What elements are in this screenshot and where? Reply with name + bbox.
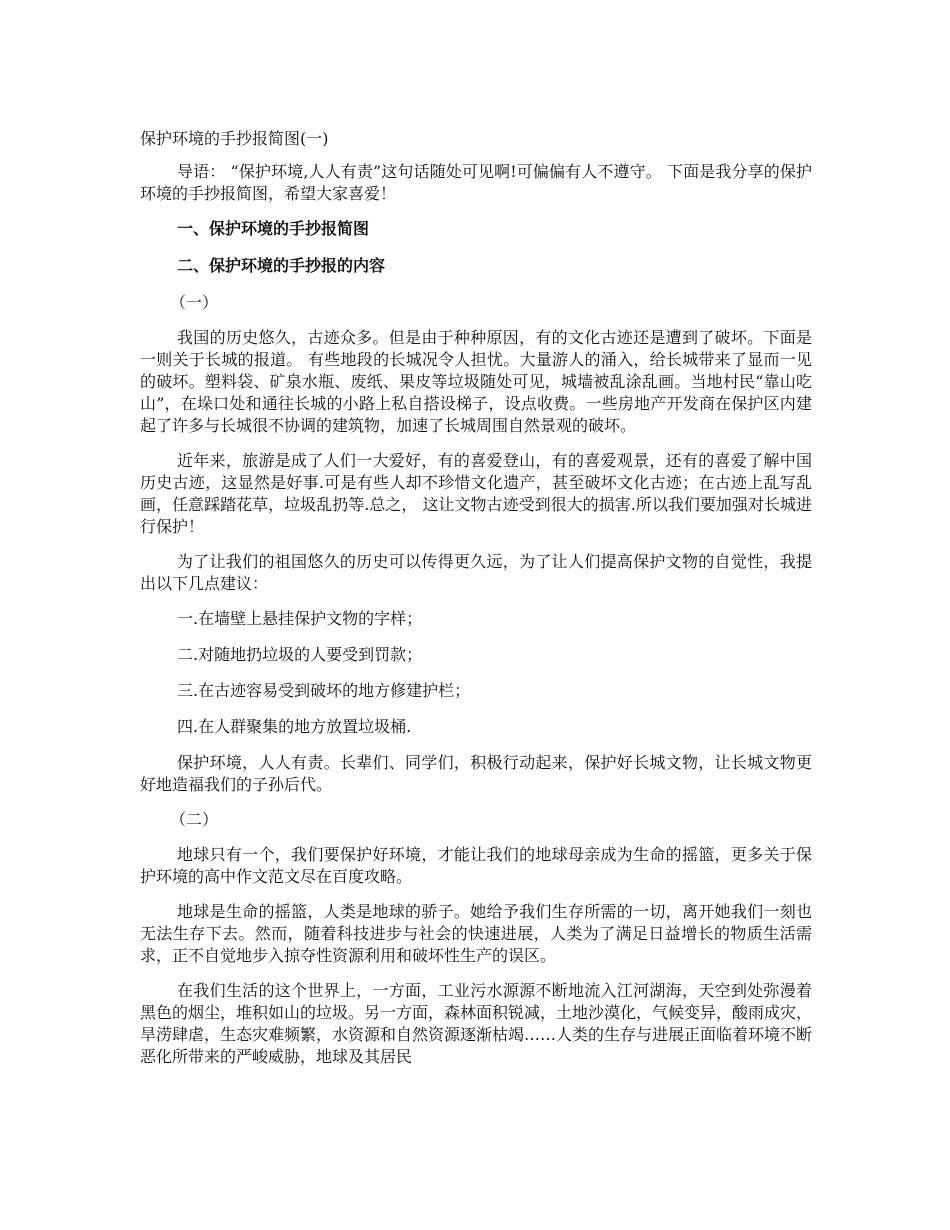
section-heading-1: 一、保护环境的手抄报简图 [177,219,370,238]
document-title: 保护环境的手抄报简图(一) [140,129,329,148]
body-paragraph: 我国的历史悠久，古迹众多。但是由于种种原因，有的文化古迹还是遭到了破坏。下面是一则关于长城的报道。 有些地段的长城况令人担忧。大量游人的涌入，给长城带来了显而一见的破坏。塑料袋、矿泉水瓶、废纸、果皮等垃圾随处可见，城墙被乱涂乱画。当地村民“靠山吃山”，在垛口处和通往长城的小路上私自搭设梯子，设点收费。一些房地产开发商在保护区内建起了许多与长城很不协调的建筑物，加速了长城周围自然景观的破坏。 [140,328,812,435]
subsection-marker-2: （二） [170,810,219,829]
suggestion-item: 三.在古迹容易受到破坏的地方修建护栏； [177,681,471,700]
suggestion-item: 一.在墙壁上悬挂保护文物的字样； [177,609,423,628]
suggestion-item: 二.对随地扔垃圾的人要受到罚款； [177,645,423,664]
body-paragraph: 地球是生命的摇篮，人类是地球的骄子。她给予我们生存所需的一切，离开她我们一刻也无法生存下去。然而，随着科技进步与社会的快速进展，人类为了满足日益增长的物质生活需求，正不自觉地步入掠夺性资源利用和破坏性生产的误区。 [140,902,812,965]
document-page [140,128,812,1081]
intro-paragraph: 导语： “保护环境,人人有责”这句话随处可见啊!可偏偏有人不遵守。 下面是我分享的保护环境的手抄报简图，希望大家喜爱！ [140,162,812,203]
suggestion-item: 四.在人群聚集的地方放置垃圾桶. [177,717,412,736]
body-paragraph: 近年来，旅游是成了人们一大爱好，有的喜爱登山，有的喜爱观景，还有的喜爱了解中国历史古迹，这显然是好事.可是有些人却不珍惜文化遗产，甚至破坏文化古迹；在古迹上乱写乱画，任意踩踏花草，垃圾乱扔等.总之， 这让文物古迹受到很大的损害.所以我们要加强对长城进行保护！ [140,451,812,536]
section-heading-2: 二、保护环境的手抄报的内容 [177,256,386,275]
body-paragraph: 为了让我们的祖国悠久的历史可以传得更久远，为了让人们提高保护文物的自觉性，我提出以下几点建议： [140,552,812,593]
body-paragraph: 在我们生活的这个世界上，一方面，工业污水源源不断地流入江河湖海，天空到处弥漫着黑色的烟尘，堆积如山的垃圾。另一方面，森林面积锐减，土地沙漠化，气候变异，酸雨成灾，旱涝肆虐，生态灾难频繁，水资源和自然资源逐渐枯竭……人类的生存与进展正面临着环境不断恶化所带来的严峻威胁，地球及其居民 [140,981,813,1066]
body-paragraph: 地球只有一个，我们要保护好环境，才能让我们的地球母亲成为生命的摇篮，更多关于保护环境的高中作文范文尽在百度攻略。 [140,845,812,886]
subsection-marker-1: （一） [170,293,219,312]
closing-paragraph: 保护环境，人人有责。长辈们、同学们，积极行动起来，保护好长城文物，让长城文物更好地造福我们的子孙后代。 [140,753,812,794]
